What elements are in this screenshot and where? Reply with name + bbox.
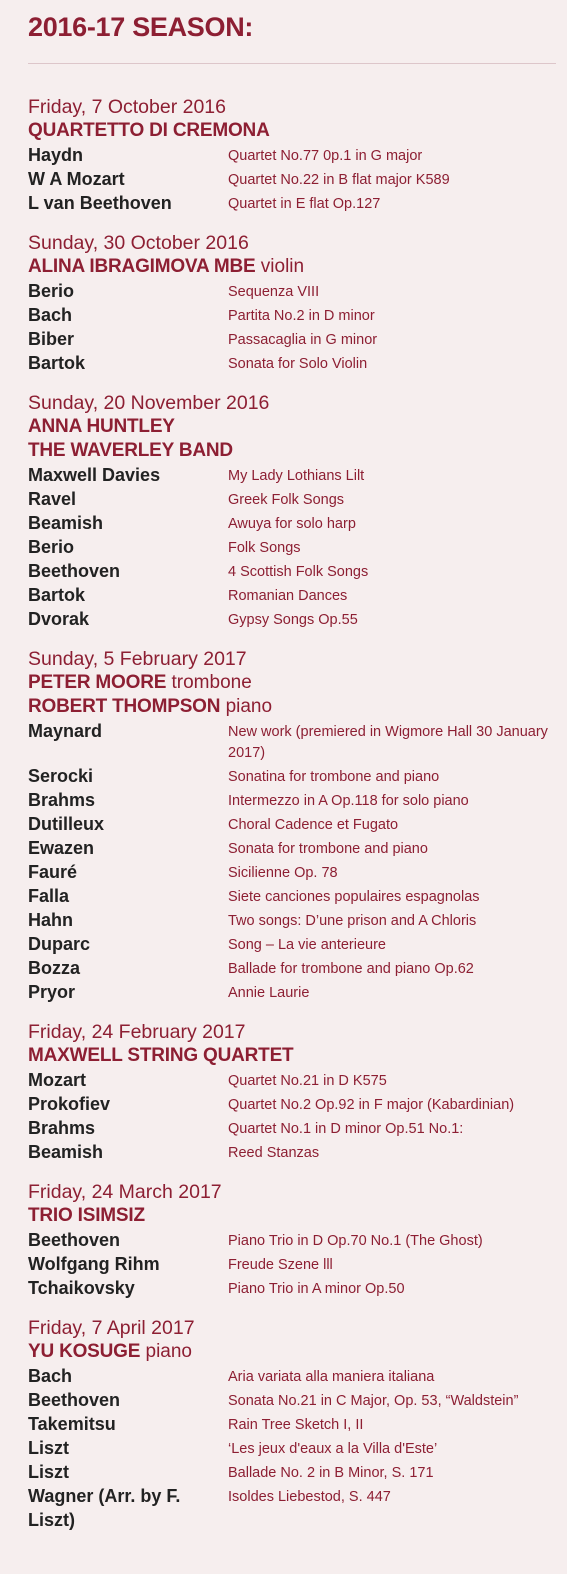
programme-item [28, 1412, 556, 1436]
composer-name: Beethoven [28, 561, 121, 581]
performer-line [28, 119, 556, 143]
work-title: Aria variata alla maniera italiana [228, 1369, 435, 1385]
programme-item [28, 1364, 556, 1388]
work-title: Two songs: D’une prison and A Chloris [228, 913, 477, 929]
concert-block [28, 391, 556, 631]
work-title: Quartet No.2 Op.92 in F major (Kabardinian) [228, 1097, 515, 1113]
work-title: Folk Songs [228, 540, 301, 556]
performer-line [28, 1340, 556, 1364]
composer-name: Pryor [28, 982, 76, 1002]
performer-name: PETER MOORE [28, 672, 167, 693]
programme-item [28, 908, 556, 932]
programme-item [28, 583, 556, 607]
work-title: Sonata for Solo Violin [228, 356, 368, 372]
programme-item [28, 279, 556, 303]
performer-name: ALINA IBRAGIMOVA MBE [28, 256, 256, 277]
composer-name: Prokofiev [28, 1094, 111, 1114]
programme-item [28, 463, 556, 487]
performer-line [28, 1044, 556, 1068]
composer-name: Serocki [28, 766, 94, 786]
work-title: Sicilienne Op. 78 [228, 865, 338, 881]
performer-name: YU KOSUGE [28, 1341, 141, 1362]
composer-name: Ravel [28, 489, 77, 509]
performer-name: ANNA HUNTLEY [28, 416, 175, 437]
concert-date: Friday, 7 October 2016 [28, 96, 226, 118]
work-title: Greek Folk Songs [228, 492, 345, 508]
composer-name: L van Beethoven [28, 193, 172, 213]
programme-item [28, 303, 556, 327]
performer-line [28, 255, 556, 279]
concert-block [28, 231, 556, 375]
composer-name: Dutilleux [28, 814, 105, 834]
programme-item [28, 559, 556, 583]
programme-item [28, 1228, 556, 1252]
programme-item [28, 980, 556, 1004]
composer-name: Hahn [28, 910, 73, 930]
composer-name: Bach [28, 305, 73, 325]
work-title: ‘Les jeux d'eaux a la Villa d'Este’ [228, 1441, 438, 1457]
composer-name: Ewazen [28, 838, 95, 858]
composer-name: Falla [28, 886, 70, 906]
work-title: Sequenza VIII [228, 284, 320, 300]
work-title: Isoldes Liebestod, S. 447 [228, 1489, 391, 1505]
composer-name: Fauré [28, 862, 78, 882]
work-title: Romanian Dances [228, 588, 348, 604]
composer-name: Bartok [28, 585, 86, 605]
programme-item [28, 836, 556, 860]
composer-name: Maynard [28, 721, 103, 741]
performer-name: QUARTETTO DI CREMONA [28, 120, 270, 141]
performer-line [28, 1204, 556, 1228]
programme-item [28, 1388, 556, 1412]
work-title: Ballade No. 2 in B Minor, S. 171 [228, 1465, 434, 1481]
composer-name: Liszt [28, 1438, 70, 1458]
performer-name: TRIO ISIMSIZ [28, 1205, 145, 1226]
title-divider [28, 63, 556, 64]
programme-item [28, 1276, 556, 1300]
work-title: Reed Stanzas [228, 1145, 320, 1161]
programme-item [28, 788, 556, 812]
programme-item [28, 1068, 556, 1092]
work-title: Quartet No.22 in B flat major K589 [228, 172, 450, 188]
concert-date: Friday, 24 March 2017 [28, 1181, 222, 1203]
composer-name: Beethoven [28, 1230, 121, 1250]
programme-item [28, 1252, 556, 1276]
work-title: Quartet No.77 0p.1 in G major [228, 148, 423, 164]
performer-role: violin [260, 256, 305, 277]
work-title: New work (premiered in Wigmore Hall 30 January 2017) [228, 724, 548, 761]
programme-item [28, 1140, 556, 1164]
composer-name: Dvorak [28, 609, 90, 629]
work-title: Quartet No.1 in D minor Op.51 No.1: [228, 1121, 464, 1137]
concert-date: Sunday, 20 November 2016 [28, 392, 270, 414]
performer-name: ROBERT THOMPSON [28, 696, 221, 717]
work-title: 4 Scottish Folk Songs [228, 564, 369, 580]
work-title: Piano Trio in A minor Op.50 [228, 1281, 405, 1297]
work-title: Freude Szene lll [228, 1257, 333, 1273]
concert-list [28, 95, 556, 1548]
programme-item [28, 191, 556, 215]
programme-item [28, 1092, 556, 1116]
composer-name: Bozza [28, 958, 81, 978]
programme-item [28, 511, 556, 535]
programme-item [28, 1484, 556, 1532]
composer-name: Brahms [28, 1118, 96, 1138]
programme-item [28, 167, 556, 191]
programme-item [28, 884, 556, 908]
composer-name: Haydn [28, 145, 84, 165]
performer-line [28, 415, 556, 439]
programme-item [28, 1436, 556, 1460]
work-title: Rain Tree Sketch I, II [228, 1417, 364, 1433]
composer-name: Wagner (Arr. by F. Liszt) [28, 1486, 181, 1530]
work-title: Piano Trio in D Op.70 No.1 (The Ghost) [228, 1233, 483, 1249]
work-title: Gypsy Songs Op.55 [228, 612, 358, 628]
performer-line [28, 695, 556, 719]
concert-date: Sunday, 5 February 2017 [28, 648, 247, 670]
work-title: Partita No.2 in D minor [228, 308, 375, 324]
composer-name: Berio [28, 537, 75, 557]
performer-name: THE WAVERLEY BAND [28, 440, 233, 461]
composer-name: Takemitsu [28, 1414, 116, 1434]
work-title: Song – La vie anterieure [228, 937, 386, 953]
performer-line [28, 439, 556, 463]
concert-date: Sunday, 30 October 2016 [28, 232, 249, 254]
programme-item [28, 351, 556, 375]
composer-name: Tchaikovsky [28, 1278, 135, 1298]
work-title: Choral Cadence et Fugato [228, 817, 399, 833]
programme-item [28, 327, 556, 351]
work-title: Passacaglia in G minor [228, 332, 378, 348]
concert-block [28, 1020, 556, 1164]
concert-date: Friday, 7 April 2017 [28, 1317, 195, 1339]
programme-item [28, 812, 556, 836]
work-title: Ballade for trombone and piano Op.62 [228, 961, 474, 977]
composer-name: Berio [28, 281, 75, 301]
performer-line [28, 671, 556, 695]
work-title: Sonatina for trombone and piano [228, 769, 440, 785]
concert-block [28, 95, 556, 215]
work-title: Annie Laurie [228, 985, 310, 1001]
programme-item [28, 1460, 556, 1484]
work-title: Siete canciones populaires espagnolas [228, 889, 480, 905]
work-title: My Lady Lothians Lilt [228, 468, 365, 484]
work-title: Quartet No.21 in D K575 [228, 1073, 387, 1089]
programme-item [28, 764, 556, 788]
work-title: Awuya for solo harp [228, 516, 356, 532]
programme-item [28, 860, 556, 884]
programme-item [28, 143, 556, 167]
composer-name: Beamish [28, 1142, 104, 1162]
composer-name: Mozart [28, 1070, 86, 1090]
composer-name: Liszt [28, 1462, 70, 1482]
work-title: Quartet in E flat Op.127 [228, 196, 381, 212]
performer-role: piano [145, 1341, 192, 1362]
composer-name: W A Mozart [28, 169, 125, 189]
concert-block [28, 1180, 556, 1300]
page-title: 2016-17 SEASON: [28, 12, 254, 42]
work-title: Intermezzo in A Op.118 for solo piano [228, 793, 469, 809]
programme-item [28, 607, 556, 631]
programme-item [28, 956, 556, 980]
concert-block [28, 647, 556, 1004]
composer-name: Beethoven [28, 1390, 121, 1410]
composer-name: Wolfgang Rihm [28, 1254, 160, 1274]
composer-name: Biber [28, 329, 75, 349]
performer-role: piano [225, 696, 273, 717]
composer-name: Bach [28, 1366, 73, 1386]
composer-name: Beamish [28, 513, 104, 533]
work-title: Sonata No.21 in C Major, Op. 53, “Waldstein” [228, 1393, 519, 1409]
performer-name: MAXWELL STRING QUARTET [28, 1045, 294, 1066]
programme-item [28, 487, 556, 511]
programme-item [28, 1116, 556, 1140]
composer-name: Maxwell Davies [28, 465, 161, 485]
performer-role: trombone [171, 672, 252, 693]
programme-item [28, 932, 556, 956]
concert-date: Friday, 24 February 2017 [28, 1021, 246, 1043]
concert-block [28, 1316, 556, 1532]
composer-name: Duparc [28, 934, 91, 954]
programme-item [28, 719, 556, 764]
work-title: Sonata for trombone and piano [228, 841, 428, 857]
programme-item [28, 535, 556, 559]
composer-name: Brahms [28, 790, 96, 810]
composer-name: Bartok [28, 353, 86, 373]
